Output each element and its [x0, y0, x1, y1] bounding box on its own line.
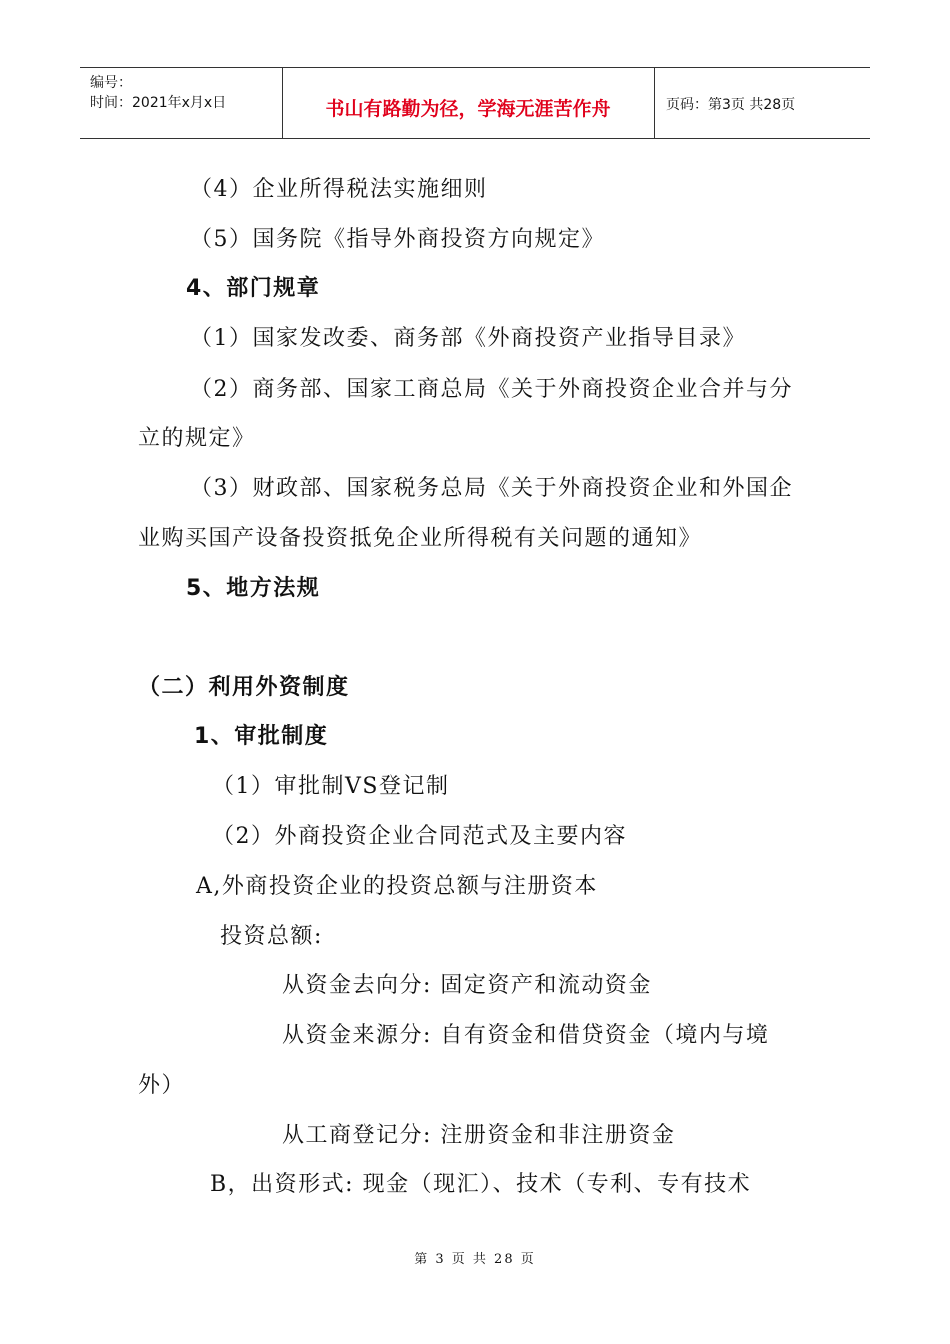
body-line: （5）国务院《指导外商投资方向规定》	[190, 227, 605, 252]
section-heading: 5、地方法规	[186, 576, 321, 601]
body-line: （1）国家发改委、商务部《外商投资产业指导目录》	[190, 326, 746, 351]
body-line: 立的规定》	[138, 426, 256, 451]
document-number-label: 编号：	[90, 75, 132, 91]
body-line: B，出资形式: 现金（现汇）、技术（专利、专有技术	[210, 1172, 752, 1197]
body-line: 外）	[138, 1073, 186, 1098]
body-line: 业购买国产设备投资抵免企业所得税有关问题的通知》	[138, 526, 703, 551]
header-page-cell	[654, 68, 870, 138]
page-footer: 第 3 页 共 28 页	[414, 1252, 536, 1267]
body-line: （3）财政部、国家税务总局《关于外商投资企业和外国企	[190, 476, 793, 501]
body-line: （2）外商投资企业合同范式及主要内容	[212, 824, 627, 849]
header-motto: 书山有路勤为径，学海无涯苦作舟	[325, 98, 611, 120]
body-line: A,外商投资企业的投资总额与注册资本	[196, 874, 598, 899]
body-line: 投资总额:	[220, 924, 323, 949]
section-heading: 1、审批制度	[194, 724, 329, 749]
chapter-heading: （二）利用外资制度	[138, 675, 350, 700]
body-line: 从资金去向分: 固定资产和流动资金	[282, 973, 652, 998]
body-line: 从资金来源分: 自有资金和借贷资金（境内与境	[282, 1023, 770, 1048]
document-date-label: 时间：2021年x月x日	[90, 95, 227, 111]
body-line: （4）企业所得税法实施细则	[190, 177, 488, 202]
body-line: （2）商务部、国家工商总局《关于外商投资企业合并与分	[190, 377, 793, 402]
header-page-info: 页码：第3页 共28页	[666, 97, 796, 113]
page-header	[80, 67, 870, 139]
header-motto-cell	[282, 68, 655, 138]
header-meta-cell	[80, 68, 283, 138]
body-line: 从工商登记分: 注册资金和非注册资金	[282, 1123, 676, 1148]
section-heading: 4、部门规章	[186, 276, 321, 301]
body-line: （1）审批制VS登记制	[212, 774, 450, 799]
